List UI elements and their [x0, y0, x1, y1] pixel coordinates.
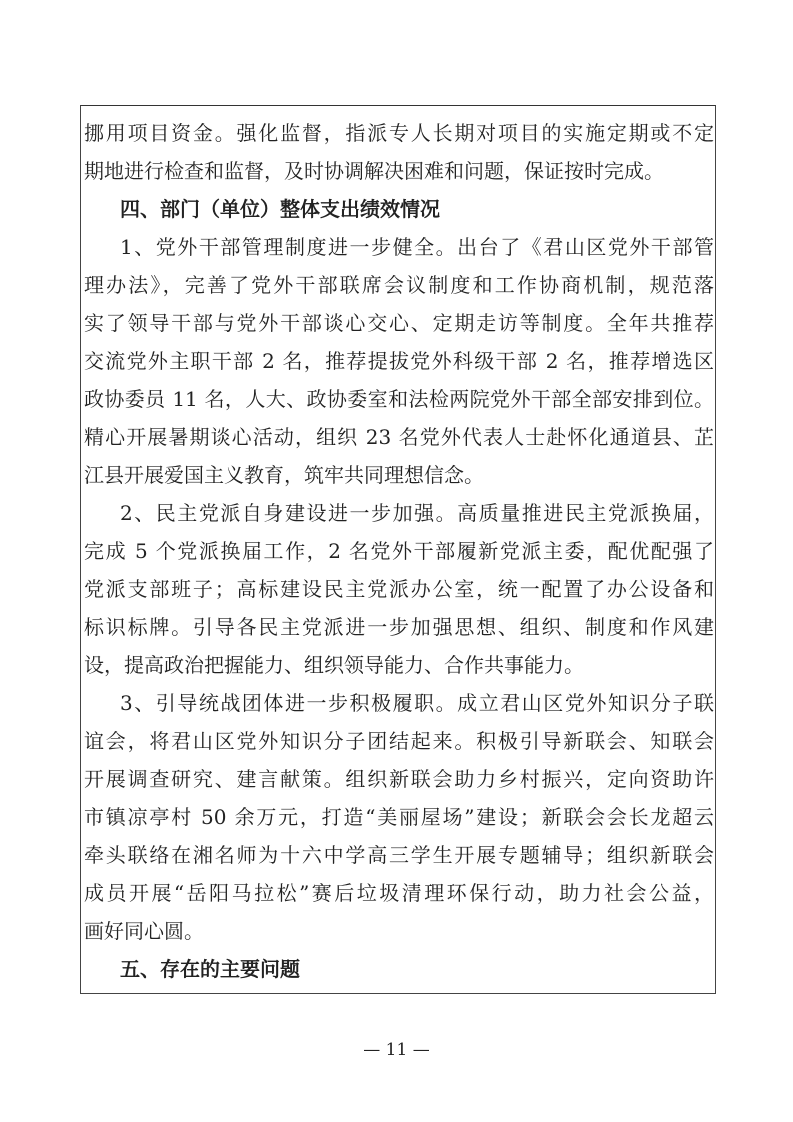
text-line: 期地进行检查和监督，及时协调解决困难和问题，保证按时完成。 — [84, 159, 664, 183]
text-line: 理办法》，完善了党外干部联席会议制度和工作协商机制，规范落 — [84, 273, 714, 297]
text-line: 谊会，将君山区党外知识分子团结起来。积极引导新联会、知联会 — [84, 729, 714, 753]
page-number: — 11 — — [363, 1040, 430, 1060]
text-line: 市镇凉亭村 50 余万元，打造“美丽屋场”建设；新联会会长龙超云 — [84, 805, 714, 829]
text-line: 成员开展“岳阳马拉松”赛后垃圾清理环保行动，助力社会公益， — [84, 881, 714, 905]
text-line: 挪用项目资金。强化监督，指派专人长期对项目的实施定期或不定 — [84, 121, 714, 145]
text-line: 党派支部班子；高标建设民主党派办公室，统一配置了办公设备和 — [84, 577, 714, 601]
text-line: 2、民主党派自身建设进一步加强。高质量推进民主党派换届， — [120, 501, 714, 525]
text-line: 画好同心圆。 — [84, 919, 204, 943]
document-body — [84, 114, 714, 988]
section-heading: 五、存在的主要问题 — [120, 957, 300, 981]
text-line: 牵头联络在湘名师为十六中学高三学生开展专题辅导；组织新联会 — [84, 843, 714, 867]
text-line: 标识标牌。引导各民主党派进一步加强思想、组织、制度和作风建 — [84, 615, 714, 639]
text-line: 设，提高政治把握能力、组织领导能力、合作共事能力。 — [84, 653, 584, 677]
text-line: 精心开展暑期谈心活动，组织 23 名党外代表人士赴怀化通道县、芷 — [84, 425, 714, 449]
text-line: 开展调查研究、建言献策。组织新联会助力乡村振兴，定向资助许 — [84, 767, 714, 791]
section-heading: 四、部门（单位）整体支出绩效情况 — [120, 197, 440, 221]
text-line: 实了领导干部与党外干部谈心交心、定期走访等制度。全年共推荐 — [84, 311, 714, 335]
text-line: 江县开展爱国主义教育，筑牢共同理想信念。 — [84, 463, 484, 487]
text-line: 3、引导统战团体进一步积极履职。成立君山区党外知识分子联 — [120, 691, 714, 715]
text-line: 1、党外干部管理制度进一步健全。出台了《君山区党外干部管 — [120, 235, 714, 259]
text-line: 交流党外主职干部 2 名，推荐提拔党外科级干部 2 名，推荐增选区 — [84, 349, 714, 373]
text-line: 政协委员 11 名，人大、政协委室和法检两院党外干部全部安排到位。 — [84, 387, 714, 411]
text-line: 完成 5 个党派换届工作，2 名党外干部履新党派主委，配优配强了 — [84, 539, 714, 563]
